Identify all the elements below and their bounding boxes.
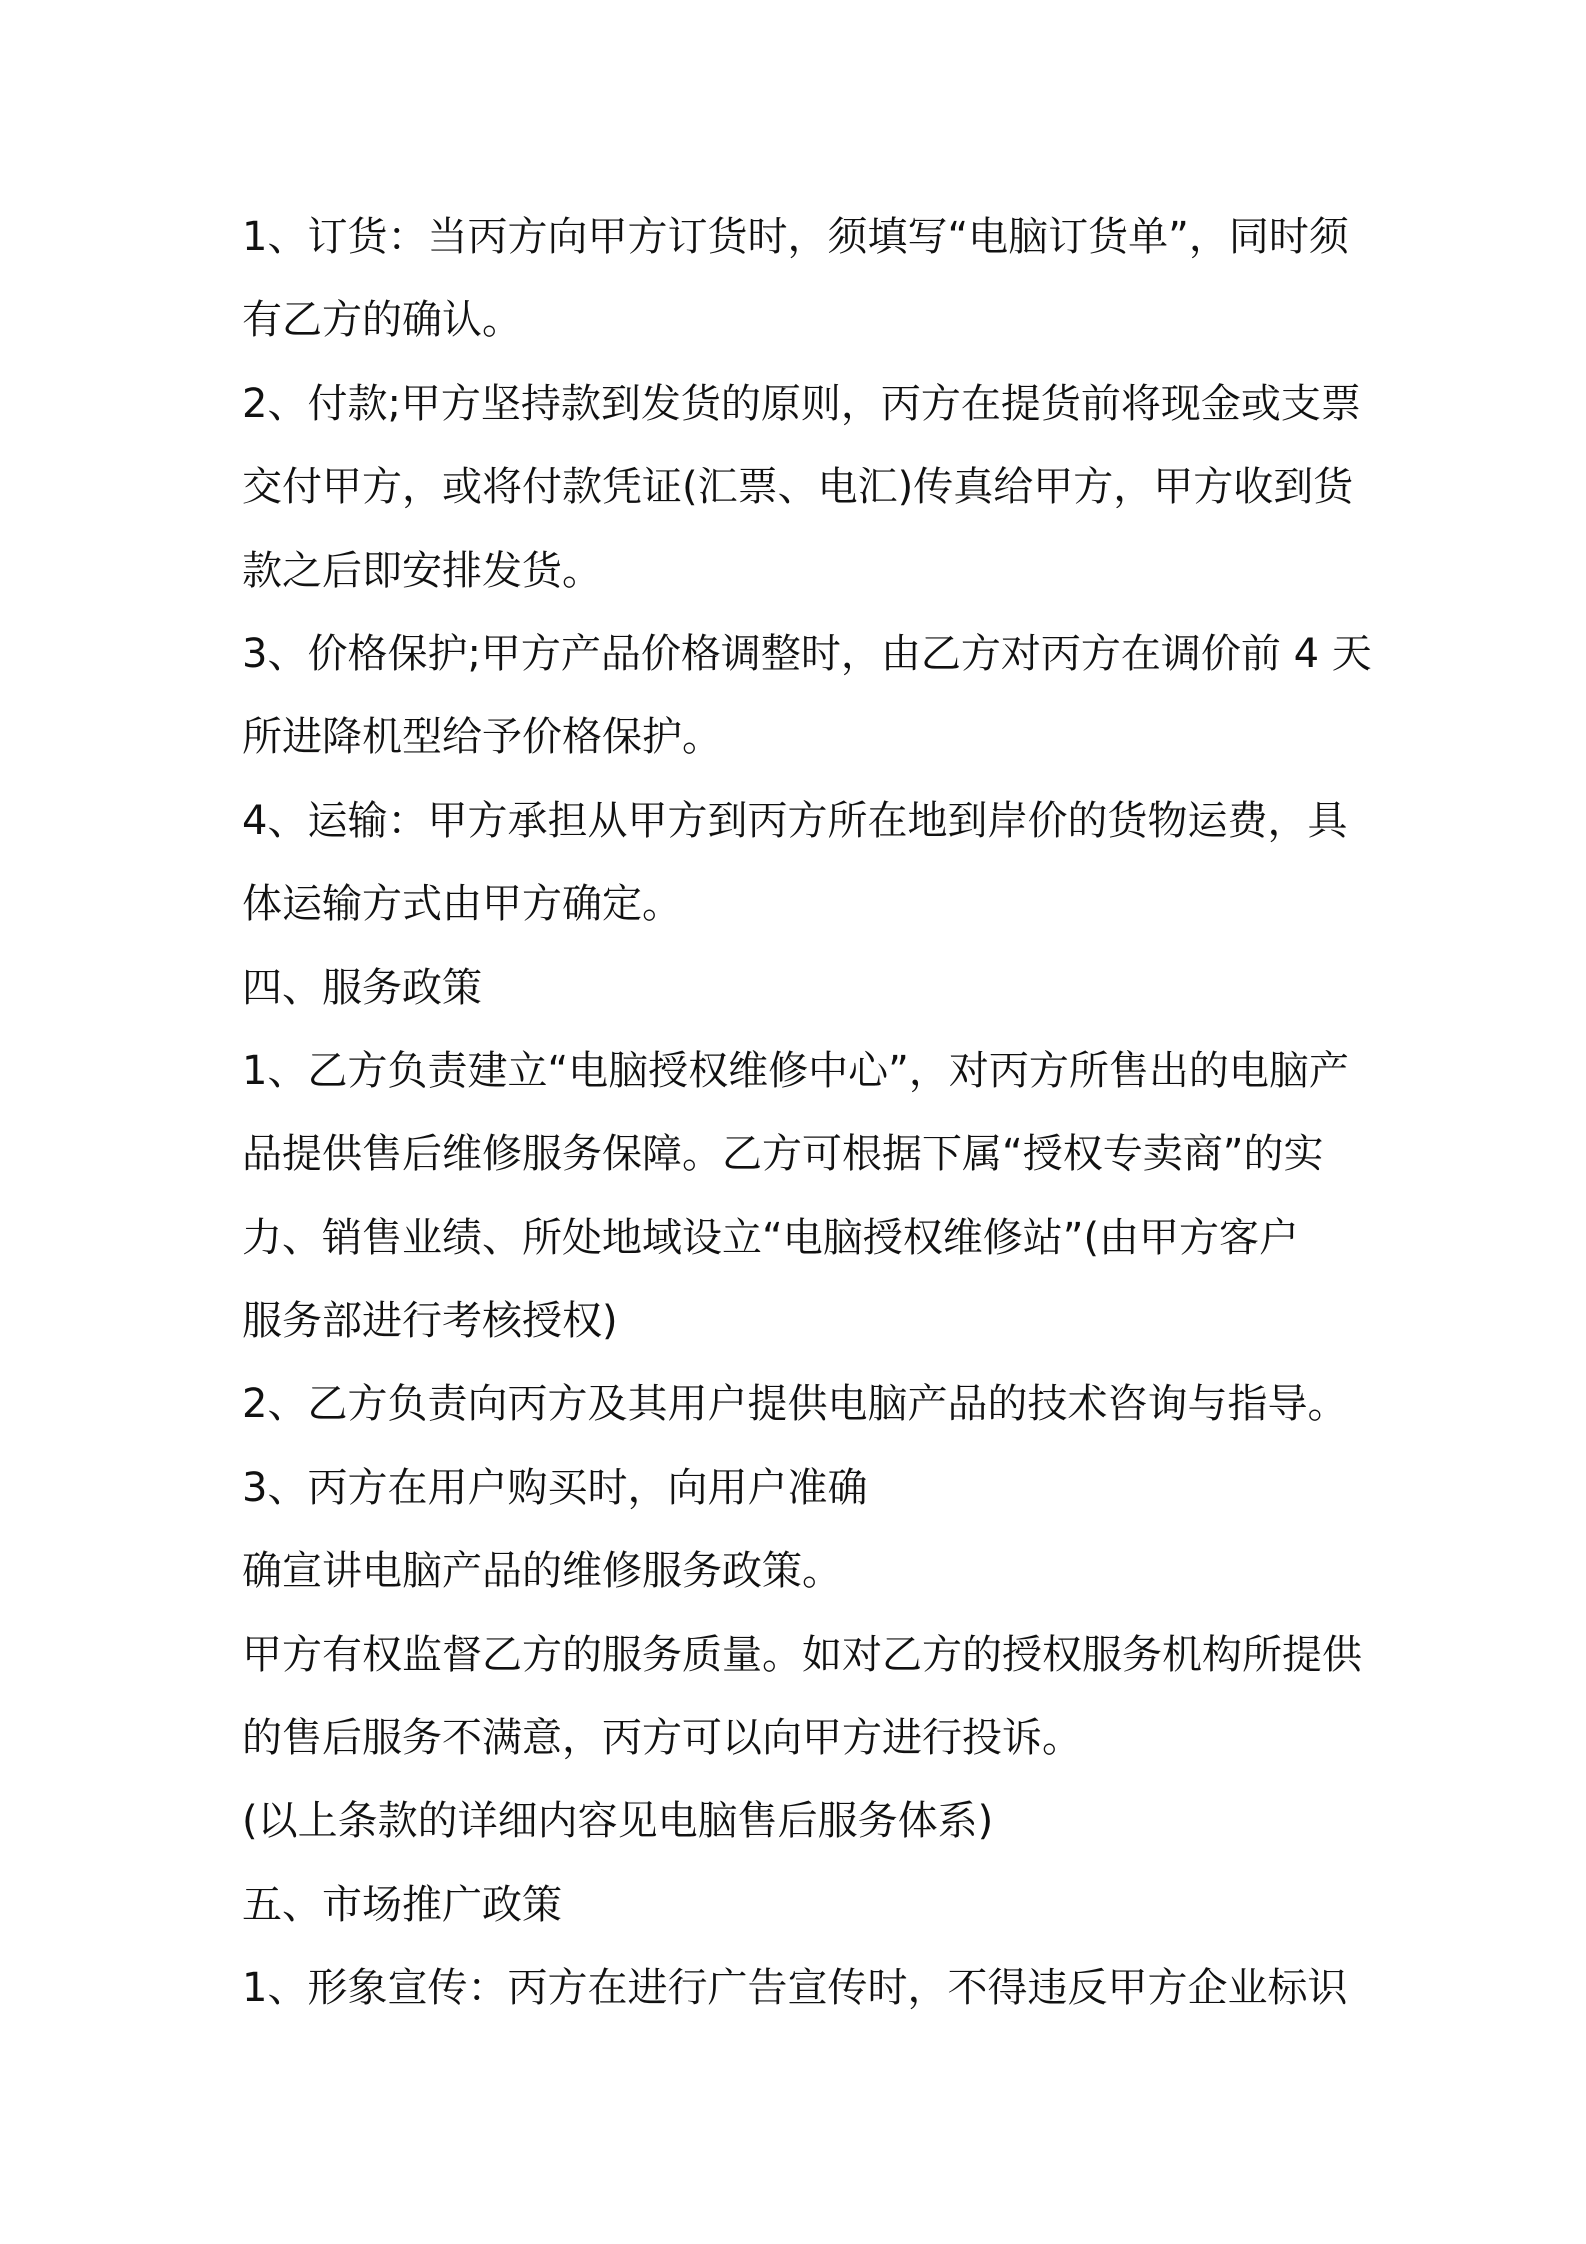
text-line: 1、形象宣传：丙方在进行广告宣传时，不得违反甲方企业标识: [242, 1965, 1348, 2012]
section-heading: 四、服务政策: [242, 964, 482, 1011]
text-line: 交付甲方，或将付款凭证(汇票、电汇)传真给甲方，甲方收到货: [242, 464, 1354, 511]
text-line: (以上条款的详细内容见电脑售后服务体系): [242, 1798, 994, 1845]
text-line: 体运输方式由甲方确定。: [242, 881, 682, 928]
text-line: 1、乙方负责建立“电脑授权维修中心”，对丙方所售出的电脑产: [242, 1047, 1349, 1094]
text-line: 3、丙方在用户购买时，向用户准确: [242, 1464, 868, 1511]
text-line: 2、乙方负责向丙方及其用户提供电脑产品的技术咨询与指导。: [242, 1381, 1348, 1428]
text-line: 品提供售后维修服务保障。乙方可根据下属“授权专卖商”的实: [242, 1131, 1324, 1178]
text-line: 甲方有权监督乙方的服务质量。如对乙方的授权服务机构所提供: [242, 1631, 1362, 1678]
text-line: 所进降机型给予价格保护。: [242, 714, 722, 761]
text-line: 1、订货：当丙方向甲方订货时，须填写“电脑订货单”，同时须: [242, 214, 1349, 260]
text-line: 2、付款;甲方坚持款到发货的原则，丙方在提货前将现金或支票: [242, 380, 1361, 427]
text-line: 服务部进行考核授权): [242, 1298, 618, 1345]
text-line: 的售后服务不满意，丙方可以向甲方进行投诉。: [242, 1715, 1082, 1762]
document-body: [242, 196, 1372, 2031]
section-heading: 五、市场推广政策: [242, 1881, 562, 1928]
text-line: 3、价格保护;甲方产品价格调整时，由乙方对丙方在调价前 4 天: [242, 630, 1372, 677]
text-line: 确宣讲电脑产品的维修服务政策。: [242, 1548, 842, 1595]
text-line: 有乙方的确认。: [242, 297, 522, 344]
text-line: 款之后即安排发货。: [242, 547, 602, 594]
text-line: 力、销售业绩、所处地域设立“电脑授权维修站”(由甲方客户: [242, 1214, 1300, 1261]
text-line: 4、运输：甲方承担从甲方到丙方所在地到岸价的货物运费，具: [242, 797, 1348, 844]
